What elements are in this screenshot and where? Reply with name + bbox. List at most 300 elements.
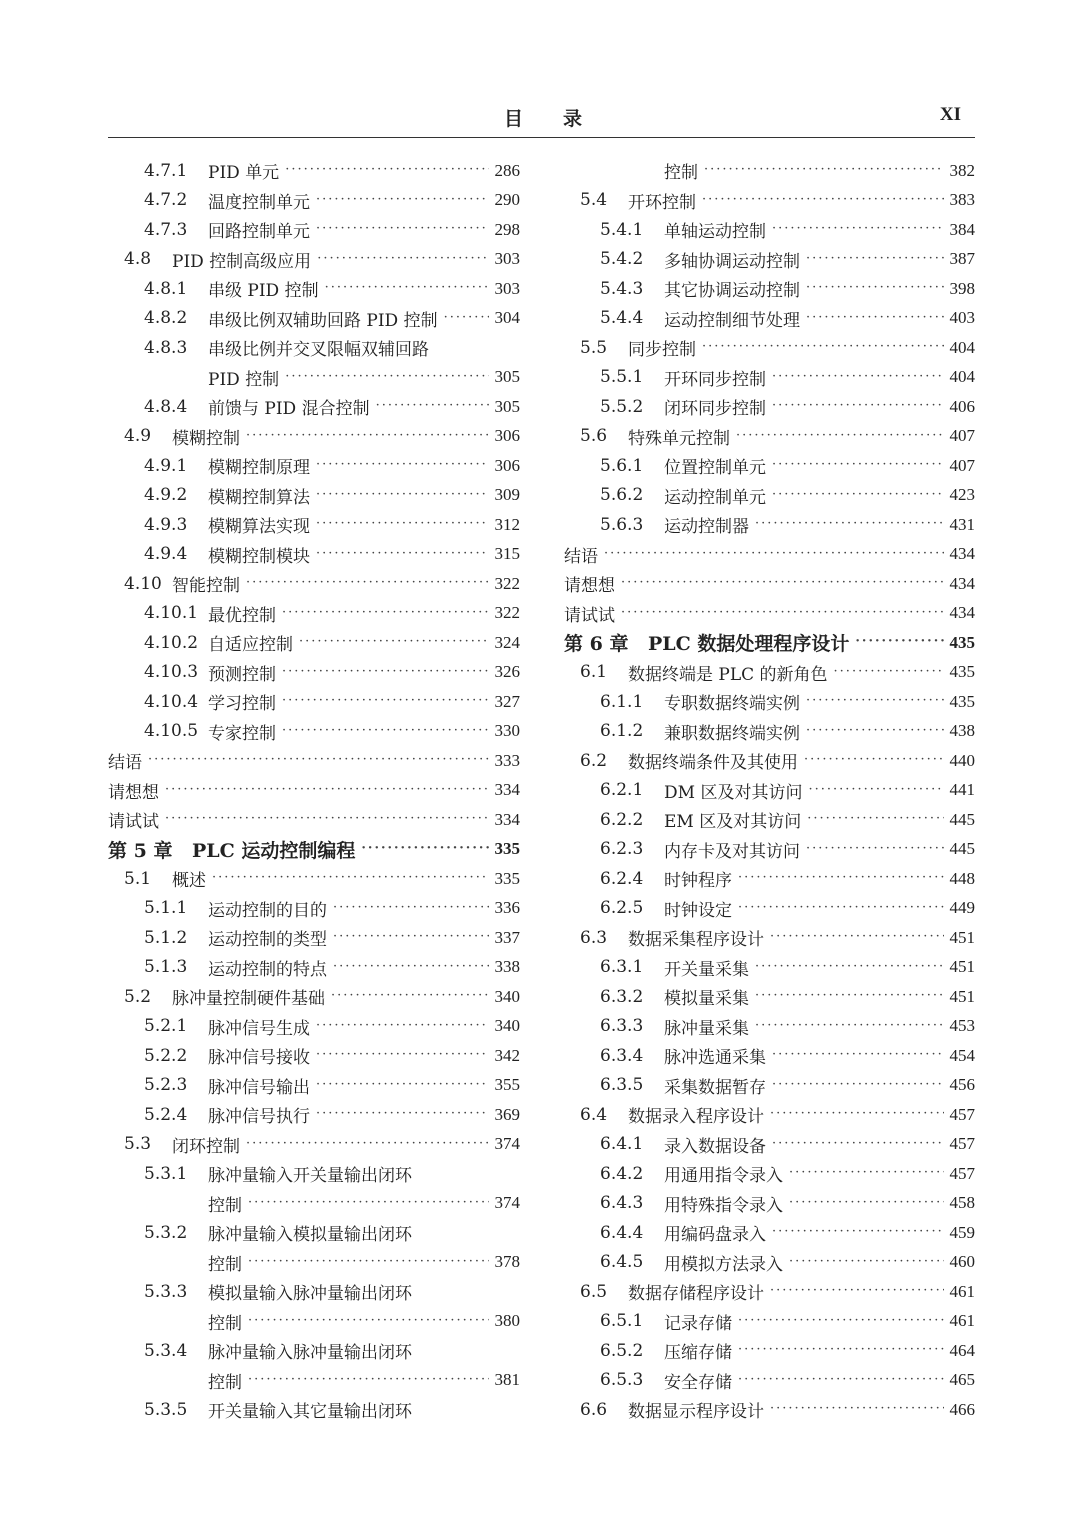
toc-entry[interactable] <box>564 1277 975 1307</box>
toc-entry-number: 5.5.1 <box>600 367 644 388</box>
toc-entry-page: 451 <box>949 957 975 977</box>
toc-entry-number: 4.10.4 <box>144 691 199 712</box>
toc-entry-page: 451 <box>949 927 975 947</box>
toc-leader-dots <box>316 487 489 502</box>
toc-entry-title: 用编码盘录入 <box>664 1225 766 1246</box>
toc-entry-title: 多轴协调运动控制 <box>664 251 800 272</box>
toc-entry-title: 位置控制单元 <box>664 458 766 479</box>
toc-entry-page: 303 <box>494 249 520 269</box>
toc-entry-title: 脉冲量输入开关量输出闭环 <box>208 1166 412 1187</box>
toc-entry[interactable] <box>108 451 520 481</box>
toc-entry[interactable] <box>108 776 520 806</box>
toc-entry[interactable] <box>108 333 520 363</box>
toc-entry[interactable] <box>564 274 975 304</box>
toc-entry[interactable] <box>564 1012 975 1042</box>
toc-entry-number: 6.2.2 <box>600 809 644 830</box>
toc-entry-title: PID 控制 <box>208 369 280 390</box>
toc-leader-dots <box>376 398 489 413</box>
toc-entry-number: 4.9.4 <box>144 544 188 565</box>
toc-entry-page: 312 <box>494 514 520 534</box>
toc-entry[interactable] <box>108 1130 520 1160</box>
toc-entry-number: 4.8.3 <box>144 337 188 358</box>
toc-entry-page: 403 <box>949 308 975 328</box>
toc-leader-dots <box>772 369 944 384</box>
toc-entry[interactable] <box>108 835 520 865</box>
toc-entry[interactable] <box>108 1071 520 1101</box>
toc-entry[interactable] <box>564 1041 975 1071</box>
toc-entry-number: 5.6.1 <box>600 455 644 476</box>
toc-entry-number: 4.7.3 <box>144 219 188 240</box>
toc-entry-number: 5.6 <box>580 426 608 447</box>
toc-entry[interactable] <box>108 1189 520 1219</box>
toc-entry-title: 前馈与 PID 混合控制 <box>208 399 370 420</box>
toc-entry-title: 其它协调运动控制 <box>664 281 800 302</box>
toc-leader-dots <box>444 310 489 325</box>
toc-leader-dots <box>772 1077 944 1092</box>
toc-leader-dots <box>316 192 489 207</box>
toc-entry-title: 自适应控制 <box>208 635 293 656</box>
toc-entry-title: 脉冲信号接收 <box>208 1048 310 1069</box>
toc-leader-dots <box>285 369 488 384</box>
toc-leader-dots <box>333 900 489 915</box>
toc-entry-page: 324 <box>494 632 520 652</box>
toc-leader-dots <box>282 664 489 679</box>
toc-leader-dots <box>316 1018 489 1033</box>
toc-entry[interactable] <box>564 1366 975 1396</box>
toc-entry[interactable] <box>564 392 975 422</box>
toc-entry-number: 4.10.5 <box>144 721 199 742</box>
toc-leader-dots <box>246 428 489 443</box>
toc-entry-page: 407 <box>949 455 975 475</box>
toc-entry-title: 脉冲信号生成 <box>208 1018 310 1039</box>
toc-entry[interactable] <box>108 304 520 334</box>
toc-entry-page: 305 <box>494 367 520 387</box>
toc-entry[interactable] <box>108 687 520 717</box>
toc-right-column <box>564 156 975 1425</box>
toc-entry[interactable] <box>564 481 975 511</box>
toc-entry-number: 4.8.1 <box>144 278 188 299</box>
toc-entry-title: 结语 <box>108 753 142 774</box>
toc-leader-dots <box>316 516 489 531</box>
toc-entry-title: 请想想 <box>108 782 159 803</box>
toc-left-column <box>108 156 520 1425</box>
toc-entry[interactable] <box>564 805 975 835</box>
toc-entry-number: 6.4.3 <box>600 1193 644 1214</box>
toc-entry[interactable] <box>108 569 520 599</box>
toc-entry-page: 355 <box>494 1075 520 1095</box>
toc-leader-dots <box>806 280 944 295</box>
toc-entry-title: 串级比例双辅助回路 PID 控制 <box>208 310 438 331</box>
toc-entry-title: 控制 <box>208 1372 242 1393</box>
toc-entry[interactable] <box>564 776 975 806</box>
toc-leader-dots <box>755 988 944 1003</box>
toc-entry[interactable] <box>108 481 520 511</box>
toc-leader-dots <box>736 428 944 443</box>
toc-entry-page: 334 <box>494 780 520 800</box>
toc-entry[interactable] <box>564 1307 975 1337</box>
toc-entry-number: 5.3.4 <box>144 1340 188 1361</box>
toc-entry-page: 306 <box>494 455 520 475</box>
toc-entry-title: 专家控制 <box>208 723 276 744</box>
toc-leader-dots <box>804 752 944 767</box>
toc-entry[interactable] <box>108 1159 520 1189</box>
toc-entry-title: 开环同步控制 <box>664 369 766 390</box>
toc-leader-dots <box>621 605 944 620</box>
toc-entry-page: 333 <box>494 750 520 770</box>
toc-entry-title: 控制 <box>664 163 698 184</box>
toc-entry-title: 专职数据终端实例 <box>664 694 800 715</box>
toc-entry-page: 337 <box>494 927 520 947</box>
toc-entry[interactable] <box>108 245 520 275</box>
toc-leader-dots <box>604 546 944 561</box>
toc-entry-title: 模糊控制原理 <box>208 458 310 479</box>
toc-entry-page: 303 <box>494 278 520 298</box>
toc-entry[interactable] <box>564 982 975 1012</box>
toc-entry-title: 用特殊指令录入 <box>664 1195 783 1216</box>
toc-entry[interactable] <box>108 923 520 953</box>
toc-entry-page: 404 <box>949 367 975 387</box>
toc-entry-page: 456 <box>949 1075 975 1095</box>
toc-entry-number: 5.1.3 <box>144 957 188 978</box>
toc-entry[interactable] <box>108 1218 520 1248</box>
toc-entry-page: 315 <box>494 544 520 564</box>
toc-entry-number: 4.7.2 <box>144 190 188 211</box>
toc-leader-dots <box>248 1313 489 1328</box>
toc-entry-title: 运动控制细节处理 <box>664 310 800 331</box>
toc-leader-dots <box>806 723 944 738</box>
toc-entry-number: 4.8.4 <box>144 396 188 417</box>
toc-entry-page: 335 <box>494 839 520 859</box>
toc-entry[interactable] <box>564 215 975 245</box>
toc-entry-page: 374 <box>494 1134 520 1154</box>
toc-entry[interactable] <box>108 658 520 688</box>
toc-leader-dots <box>165 811 489 826</box>
toc-entry-title: 运动控制的目的 <box>208 900 327 921</box>
toc-entry[interactable] <box>564 923 975 953</box>
toc-entry-number: 5.3.5 <box>144 1399 188 1420</box>
toc-entry-title: 记录存储 <box>664 1313 732 1334</box>
toc-entry-number: 6.2.4 <box>600 868 644 889</box>
toc-entry[interactable] <box>564 1100 975 1130</box>
toc-entry-number: 5.4 <box>580 190 608 211</box>
toc-entry[interactable] <box>564 1248 975 1278</box>
toc-entry[interactable] <box>564 363 975 393</box>
toc-entry[interactable] <box>564 510 975 540</box>
toc-leader-dots <box>316 221 489 236</box>
toc-entry-page: 404 <box>949 337 975 357</box>
toc-entry[interactable] <box>108 746 520 776</box>
toc-entry-number: 第 6 章 <box>564 633 629 656</box>
toc-leader-dots <box>316 1106 489 1121</box>
toc-entry-page: 327 <box>494 691 520 711</box>
toc-entry-title: PLC 运动控制编程 <box>192 839 356 862</box>
toc-entry[interactable] <box>108 510 520 540</box>
toc-entry-title: 请试试 <box>564 605 615 626</box>
toc-entry[interactable] <box>108 1307 520 1337</box>
toc-entry-page: 435 <box>949 632 975 652</box>
toc-entry-title: 同步控制 <box>628 340 696 361</box>
toc-entry-page: 459 <box>949 1222 975 1242</box>
toc-entry[interactable] <box>108 805 520 835</box>
toc-entry[interactable] <box>108 274 520 304</box>
toc-entry[interactable] <box>564 894 975 924</box>
toc-entry-title: 模糊控制算法 <box>208 487 310 508</box>
toc-entry-title: 采集数据暂存 <box>664 1077 766 1098</box>
toc-entry-title: 闭环同步控制 <box>664 399 766 420</box>
toc-entry[interactable] <box>564 717 975 747</box>
toc-entry-number: 4.7.1 <box>144 160 188 181</box>
toc-leader-dots <box>738 1342 944 1357</box>
toc-entry-title: 串级 PID 控制 <box>208 281 319 302</box>
header-page-number: XI <box>939 104 961 125</box>
toc-entry-number: 6.4.2 <box>600 1163 644 1184</box>
toc-entry-title: 模糊控制 <box>172 428 240 449</box>
toc-entry[interactable] <box>108 1041 520 1071</box>
toc-entry[interactable] <box>564 628 975 658</box>
toc-entry[interactable] <box>564 333 975 363</box>
toc-entry[interactable] <box>108 894 520 924</box>
toc-leader-dots <box>770 1106 944 1121</box>
toc-entry-number: 4.10.1 <box>144 603 199 624</box>
toc-leader-dots <box>807 811 943 826</box>
toc-leader-dots <box>772 1224 944 1239</box>
toc-entry-number: 6.4.1 <box>600 1134 644 1155</box>
toc-entry[interactable] <box>108 1395 520 1425</box>
toc-entry-page: 335 <box>494 868 520 888</box>
toc-entry[interactable] <box>564 1395 975 1425</box>
toc-leader-dots <box>702 339 944 354</box>
toc-entry-title: EM 区及对其访问 <box>664 812 802 833</box>
toc-leader-dots <box>621 575 944 590</box>
toc-entry-number: 第 5 章 <box>108 839 173 862</box>
toc-leader-dots <box>361 841 488 856</box>
toc-entry-title: 开关量输入其它量输出闭环 <box>208 1402 412 1423</box>
toc-entry-title: 模糊算法实现 <box>208 517 310 538</box>
toc-leader-dots <box>299 634 489 649</box>
toc-entry-number: 5.2.4 <box>144 1104 188 1125</box>
toc-entry[interactable] <box>108 864 520 894</box>
toc-entry-title: 脉冲量采集 <box>664 1018 749 1039</box>
toc-leader-dots <box>770 1283 944 1298</box>
toc-entry-page: 298 <box>494 219 520 239</box>
toc-entry[interactable] <box>108 717 520 747</box>
toc-entry-page: 434 <box>949 603 975 623</box>
toc-entry[interactable] <box>564 1189 975 1219</box>
toc-entry[interactable] <box>108 982 520 1012</box>
toc-entry[interactable] <box>564 864 975 894</box>
toc-entry[interactable] <box>564 835 975 865</box>
toc-entry-page: 406 <box>949 396 975 416</box>
toc-entry[interactable] <box>108 1336 520 1366</box>
toc-entry[interactable] <box>108 953 520 983</box>
toc-leader-dots <box>806 251 944 266</box>
toc-entry[interactable] <box>564 1218 975 1248</box>
toc-entry-number: 6.5.2 <box>600 1340 644 1361</box>
toc-leader-dots <box>282 605 489 620</box>
toc-entry-page: 407 <box>949 426 975 446</box>
toc-entry-number: 6.2.3 <box>600 839 644 860</box>
toc-entry-page: 384 <box>949 219 975 239</box>
toc-entry-title: 控制 <box>208 1195 242 1216</box>
toc-entry-page: 449 <box>949 898 975 918</box>
toc-entry-page: 306 <box>494 426 520 446</box>
toc-entry-page: 322 <box>494 573 520 593</box>
toc-entry-number: 6.3.5 <box>600 1075 644 1096</box>
toc-entry-number: 6.3.4 <box>600 1045 644 1066</box>
toc-entry[interactable] <box>108 599 520 629</box>
toc-entry-page: 438 <box>949 721 975 741</box>
toc-entry-title: 内存卡及对其访问 <box>664 841 800 862</box>
toc-entry-number: 6.2.1 <box>600 780 644 801</box>
toc-entry[interactable] <box>564 1159 975 1189</box>
toc-entry-title: 用通用指令录入 <box>664 1166 783 1187</box>
toc-entry-page: 440 <box>949 750 975 770</box>
toc-entry-page: 304 <box>494 308 520 328</box>
toc-entry-title: 单轴运动控制 <box>664 222 766 243</box>
toc-leader-dots <box>834 664 944 679</box>
toc-leader-dots <box>770 1401 944 1416</box>
toc-entry-page: 342 <box>494 1045 520 1065</box>
toc-entry[interactable] <box>564 687 975 717</box>
toc-entry-title: 回路控制单元 <box>208 222 310 243</box>
toc-entry-page: 322 <box>494 603 520 623</box>
toc-entry-number: 6.3.3 <box>600 1016 644 1037</box>
toc-entry-title: 时钟程序 <box>664 871 732 892</box>
toc-entry-number: 4.9 <box>124 426 152 447</box>
toc-leader-dots <box>316 1077 489 1092</box>
toc-entry[interactable] <box>564 569 975 599</box>
toc-entry-number: 6.4.5 <box>600 1252 644 1273</box>
toc-entry[interactable] <box>108 422 520 452</box>
header-title: 目录 <box>504 108 623 130</box>
toc-entry[interactable] <box>108 540 520 570</box>
toc-entry-page: 305 <box>494 396 520 416</box>
toc-leader-dots <box>704 162 944 177</box>
toc-entry-page: 340 <box>494 986 520 1006</box>
toc-leader-dots <box>755 1018 944 1033</box>
toc-entry[interactable] <box>108 392 520 422</box>
toc-entry-title: 闭环控制 <box>172 1136 240 1157</box>
toc-entry-number: 5.5 <box>580 337 608 358</box>
toc-entry-title: 运动控制器 <box>664 517 749 538</box>
toc-leader-dots <box>317 251 488 266</box>
toc-entry-page: 309 <box>494 485 520 505</box>
toc-entry-page: 441 <box>949 780 975 800</box>
toc-entry-number: 5.2.3 <box>144 1075 188 1096</box>
toc-entry-number: 5.2.2 <box>144 1045 188 1066</box>
toc-entry-page: 453 <box>949 1016 975 1036</box>
toc-entry-page: 382 <box>949 160 975 180</box>
toc-leader-dots <box>755 959 944 974</box>
toc-entry-title: 兼职数据终端实例 <box>664 723 800 744</box>
toc-entry-title: 用模拟方法录入 <box>664 1254 783 1275</box>
toc-entry-title: 最优控制 <box>208 605 276 626</box>
toc-entry[interactable] <box>108 363 520 393</box>
toc-entry-page: 451 <box>949 986 975 1006</box>
toc-leader-dots <box>246 575 489 590</box>
toc-entry[interactable] <box>564 304 975 334</box>
toc-entry-number: 5.2.1 <box>144 1016 188 1037</box>
toc-entry-number: 6.3 <box>580 927 608 948</box>
toc-entry-title: 数据终端条件及其使用 <box>628 753 798 774</box>
toc-entry[interactable] <box>564 1071 975 1101</box>
toc-entry[interactable] <box>108 628 520 658</box>
toc-entry[interactable] <box>108 156 520 186</box>
toc-entry[interactable] <box>564 245 975 275</box>
toc-entry[interactable] <box>108 1100 520 1130</box>
toc-entry[interactable] <box>564 422 975 452</box>
toc-entry-title: 学习控制 <box>208 694 276 715</box>
toc-entry-page: 338 <box>494 957 520 977</box>
toc-entry-title: PID 控制高级应用 <box>172 251 312 272</box>
toc-entry[interactable] <box>108 1012 520 1042</box>
toc-entry-page: 431 <box>949 514 975 534</box>
toc-leader-dots <box>806 841 944 856</box>
toc-entry-page: 445 <box>949 839 975 859</box>
toc-leader-dots <box>316 1047 489 1062</box>
toc-entry-page: 465 <box>949 1370 975 1390</box>
toc-entry-number: 6.4.4 <box>600 1222 644 1243</box>
toc-entry-page: 369 <box>494 1104 520 1124</box>
toc-entry-number: 5.6.2 <box>600 485 644 506</box>
toc-entry-page: 398 <box>949 278 975 298</box>
toc-entry[interactable] <box>564 540 975 570</box>
toc-entry-number: 4.9.2 <box>144 485 188 506</box>
toc-entry-title: 脉冲量输入脉冲量输出闭环 <box>208 1343 412 1364</box>
toc-entry-number: 6.5.1 <box>600 1311 644 1332</box>
toc-entry[interactable] <box>108 186 520 216</box>
toc-entry[interactable] <box>564 599 975 629</box>
toc-entry[interactable] <box>108 1277 520 1307</box>
toc-entry[interactable] <box>108 1248 520 1278</box>
toc-entry[interactable] <box>564 451 975 481</box>
toc-entry-title: 控制 <box>208 1313 242 1334</box>
toc-entry-page: 383 <box>949 190 975 210</box>
toc-leader-dots <box>772 221 944 236</box>
toc-entry-number: 6.5 <box>580 1281 608 1302</box>
toc-leader-dots <box>148 752 489 767</box>
toc-entry-number: 6.4 <box>580 1104 608 1125</box>
toc-entry[interactable] <box>564 1130 975 1160</box>
toc-entry[interactable] <box>564 186 975 216</box>
toc-entry[interactable] <box>108 215 520 245</box>
toc-entry-number: 6.5.3 <box>600 1370 644 1391</box>
toc-entry-title: 请试试 <box>108 812 159 833</box>
toc-entry[interactable] <box>564 156 975 186</box>
toc-leader-dots <box>248 1195 489 1210</box>
toc-leader-dots <box>806 310 944 325</box>
toc-entry[interactable] <box>564 1336 975 1366</box>
toc-entry[interactable] <box>108 1366 520 1396</box>
toc-entry-number: 4.10.2 <box>144 632 199 653</box>
toc-entry-page: 330 <box>494 721 520 741</box>
toc-entry-number: 5.1 <box>124 868 152 889</box>
toc-entry[interactable] <box>564 658 975 688</box>
toc-entry-number: 5.3.1 <box>144 1163 188 1184</box>
toc-leader-dots <box>212 870 489 885</box>
toc-entry-page: 457 <box>949 1163 975 1183</box>
toc-entry-number: 4.8 <box>124 249 152 270</box>
toc-entry-title: 智能控制 <box>172 576 240 597</box>
toc-entry-number: 5.1.2 <box>144 927 188 948</box>
toc-entry-number: 5.3.2 <box>144 1222 188 1243</box>
toc-entry-page: 464 <box>949 1340 975 1360</box>
toc-entry[interactable] <box>564 953 975 983</box>
toc-entry-number: 5.3.3 <box>144 1281 188 1302</box>
toc-leader-dots <box>282 723 489 738</box>
toc-entry[interactable] <box>564 746 975 776</box>
toc-entry-title: 脉冲量输入模拟量输出闭环 <box>208 1225 412 1246</box>
